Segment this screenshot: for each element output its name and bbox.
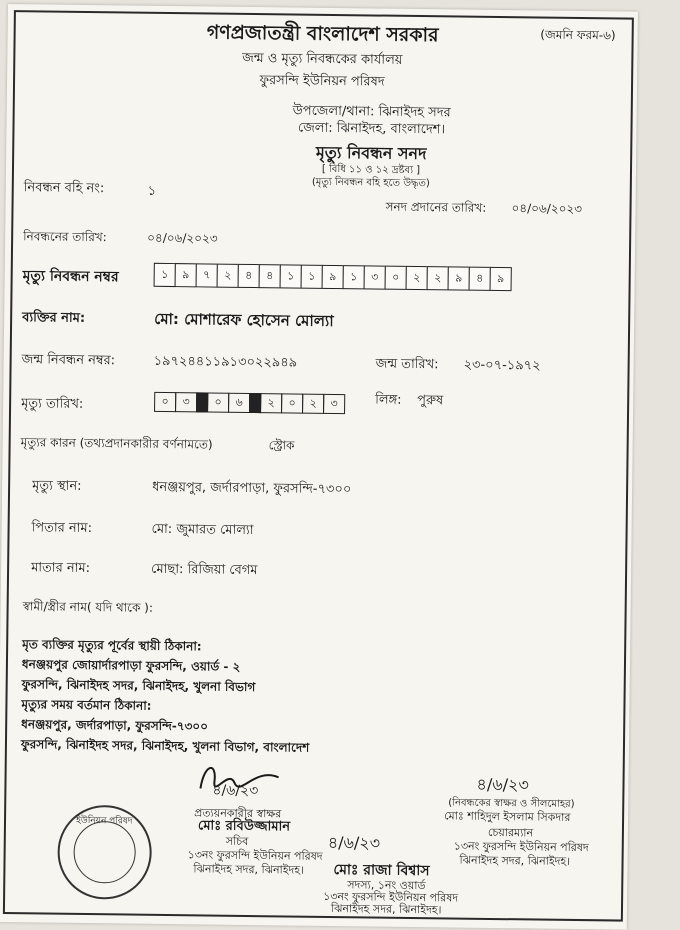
father-name-label: পিতার নাম: — [31, 520, 93, 537]
mother-name-value: মোছা: রিজিয়া বেগম — [151, 561, 258, 579]
digit-box: ৪ — [259, 264, 281, 288]
person-name-value: মো: মোশারেফ হোসেন মোল্যা — [154, 309, 334, 331]
digit-box: ৯ — [448, 266, 470, 290]
chairman-sign-role: (নিবন্ধকের স্বাক্ষর ও সীলমোহর) — [448, 797, 575, 810]
district-line: জেলা: ঝিনাইদহ, বাংলাদেশ। — [297, 120, 446, 138]
digit-box: ১ — [301, 265, 323, 289]
death-date-boxes — [155, 392, 345, 414]
person-name-label: ব্যক্তির নাম: — [22, 310, 86, 326]
death-place-label: মৃত্যু স্থান: — [32, 478, 82, 494]
digit-box: ১ — [343, 265, 365, 289]
chairman-union: ১৩নং ফুরসন্দি ইউনিয়ন পরিষদ — [453, 839, 589, 855]
certificate-sheet — [0, 4, 638, 930]
gender-label: লিঙ্গ: — [375, 392, 402, 408]
chairman-address: ঝিনাইদহ সদর, ঝিনাইদহ। — [459, 853, 571, 868]
death-date-label: মৃত্যু তারিখ: — [21, 396, 84, 412]
death-cause-label: মৃত্যুর কারন (তথ্যপ্রদানকারীর বর্ণনামতে) — [20, 435, 213, 452]
issue-date-label: সনদ প্রদানের তারিখ: — [385, 199, 487, 215]
office-name: জন্ম ও মৃত্যু নিবন্ধকের কার্যালয় — [242, 50, 403, 68]
secretary-sign-date: ৪/৬/২৩ — [212, 782, 259, 800]
union-name: ফুরসন্দি ইউনিয়ন পরিষদ — [259, 73, 385, 90]
certificate-title: মৃত্যু নিবন্ধন সনদ — [315, 142, 427, 164]
registration-date-value: ০৪/০৬/২০২৩ — [147, 230, 218, 246]
member-address: ঝিনাইদহ সদর, ঝিনাইদহ। — [330, 902, 442, 917]
book-number-label: নিবন্ধন বহি নং: — [23, 180, 105, 197]
permanent-address-line2: ফুরসন্দি, ঝিনাইদহ সদর, ঝিনাইদহ, খুলনা বিভাগ — [21, 677, 256, 695]
secretary-address: ঝিনাইদহ সদর, ঝিনাইদহ। — [193, 862, 305, 877]
spouse-name-label: স্বামী/স্ত্রীর নাম( যদি থাকে ): — [22, 599, 154, 615]
date-digit-box: ২ — [260, 393, 282, 413]
birth-reg-value: ১৯৭২৪৪১১৯১৩০২২৯৪৯ — [153, 353, 298, 371]
member-sign-date: ৪/৬/২৩ — [327, 832, 381, 853]
digit-box: ২ — [217, 264, 239, 288]
issue-date-value: ০৪/০৬/২০২৩ — [511, 201, 583, 217]
chairman-name: মোঃ শাহিদুল ইসলাম সিকদার — [444, 809, 571, 824]
rule-reference: [ বিধি ১১ ও ১২ দ্রষ্টব্য ] — [321, 163, 421, 177]
permanent-address-line1: ধনঞ্জয়পুর জোয়ার্দারপাড়া ফুরসন্দি, ওয়ার্ড - ২ — [21, 657, 241, 674]
date-digit-box: ৩ — [175, 392, 197, 412]
digit-box: ২ — [406, 266, 428, 290]
digit-box: ৭ — [196, 263, 218, 287]
member-union: ১৩নং ফুরসন্দি ইউনিয়ন পরিষদ — [323, 889, 459, 905]
mother-name-label: মাতার নাম: — [31, 560, 91, 577]
digit-box: ১ — [154, 263, 176, 287]
dob-value: ২৩-০৭-১৯৭২ — [463, 357, 541, 374]
digit-box: ৪ — [238, 264, 260, 288]
book-number-value: ১ — [147, 183, 157, 199]
chairman-title: চেয়ারম্যান — [487, 825, 534, 840]
death-cause-value: স্ট্রোক — [268, 438, 295, 453]
government-heading: গণপ্রজাতন্ত্রী বাংলাদেশ সরকার — [206, 21, 439, 47]
form-number: (জমনি ফরম-৬) — [540, 27, 616, 43]
death-place-value: ধনঞ্জয়পুর, জর্দারপাড়া, ফুরসন্দি-৭৩০০ — [152, 479, 352, 498]
chairman-sign-date: ৪/৬/২৩ — [476, 774, 529, 795]
upazila-line: উপজেলা/থানা: ঝিনাইদহ সদর — [292, 103, 451, 121]
secretary-title: সচিব — [225, 834, 249, 848]
current-address-line1: ধনঞ্জয়পুর, জর্দারপাড়া, ফুরসন্দি-৭৩০০ — [21, 717, 209, 734]
seal-text: ইউনিয়ন পরিষদ — [75, 815, 133, 827]
date-digit-box: ৩ — [323, 394, 345, 414]
permanent-address-label: মৃত ব্যক্তির মৃত্যুর পূর্বের স্থায়ী ঠিকানা: — [22, 637, 202, 654]
dob-label: জন্ম তারিখ: — [375, 356, 439, 373]
member-name: মোঃ রাজা বিশ্বাস — [333, 862, 430, 880]
date-digit-box: ২ — [302, 394, 324, 414]
digit-box: ৯ — [490, 267, 512, 291]
secretary-name: মোঃ রবিউজ্জামান — [197, 818, 291, 835]
secretary-sign-role: প্রত্যয়নকারীর স্বাক্ষর — [194, 806, 282, 821]
digit-box: ২ — [427, 266, 449, 290]
source-note: (মৃত্যু নিবন্ধন বহি হতে উদ্ধৃত) — [311, 176, 430, 190]
date-digit-box: ০ — [154, 392, 176, 412]
digit-box: ৪ — [469, 267, 491, 291]
digit-box: ০ — [385, 266, 407, 290]
digit-box: ৯ — [322, 265, 344, 289]
member-role: সদস্য, ১নং ওয়ার্ড — [347, 878, 426, 893]
date-digit-box: ০ — [281, 393, 303, 413]
death-reg-number-label: মৃত্যু নিবন্ধন নম্বর — [22, 268, 119, 286]
digit-box: ৯ — [175, 263, 197, 287]
digit-box: ১ — [280, 264, 302, 288]
death-reg-number-boxes — [155, 263, 512, 291]
digit-box: ৩ — [364, 265, 386, 289]
current-address-line2: ফুরসন্দি, ঝিনাইদহ সদর, ঝিনাইদহ, খুলনা বিভাগ, বাংলাদেশ — [20, 737, 310, 755]
current-address-label: মৃত্যুর সময় বর্তমান ঠিকানা: — [21, 697, 152, 713]
father-name-value: মো: জুমারত মোল্যা — [151, 521, 254, 539]
gender-value: পুরুষ — [417, 393, 444, 409]
secretary-union: ১৩নং ফুরসন্দি ইউনিয়ন পরিষদ — [187, 848, 323, 863]
registration-date-label: নিবন্ধনের তারিখ: — [23, 229, 107, 245]
birth-reg-label: জন্ম নিবন্ধন নম্বর: — [21, 352, 116, 369]
date-digit-box: ০ — [207, 392, 229, 412]
date-digit-box: ৬ — [228, 393, 250, 413]
